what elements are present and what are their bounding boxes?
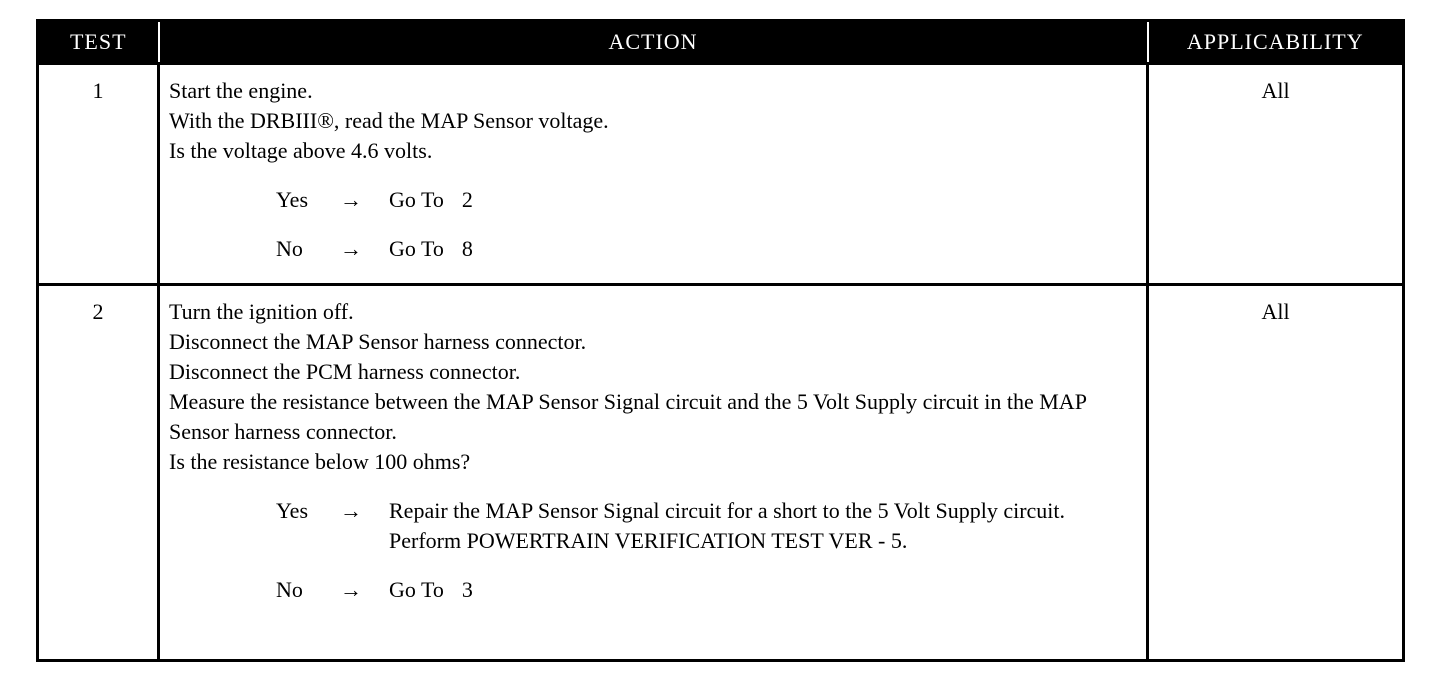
applicability-value: All	[1148, 64, 1404, 285]
test-number: 1	[38, 64, 159, 285]
action-step: Disconnect the PCM harness connector.	[169, 359, 521, 384]
outcome-list	[169, 185, 1138, 264]
action-step: With the DRBIII®, read the MAP Sensor voltage.	[169, 108, 609, 133]
header-action: ACTION	[159, 21, 1148, 64]
outcome-result	[389, 185, 1138, 215]
action-step: Is the resistance below 100 ohms?	[169, 449, 471, 474]
diagnostic-test-table	[36, 19, 1405, 662]
right-arrow-icon: →	[340, 577, 362, 602]
table-row	[38, 285, 1404, 661]
action-step: Start the engine.	[169, 78, 313, 103]
goto-label: Go To	[389, 577, 444, 602]
answer-label: No	[276, 577, 303, 602]
goto-label: Go To	[389, 236, 444, 261]
action-step: Is the voltage above 4.6 volts.	[169, 138, 433, 163]
outcome-result	[389, 575, 1138, 605]
action-cell	[159, 64, 1148, 285]
action-step: Measure the resistance between the MAP Sensor Signal circuit and the 5 Volt Supply circuit in the MAP Sensor harness connector.	[169, 389, 1087, 444]
test-number: 2	[38, 285, 159, 661]
table-header-row	[38, 21, 1404, 64]
answer-label: No	[276, 236, 303, 261]
action-step: Disconnect the MAP Sensor harness connector.	[169, 329, 587, 354]
outcome-result	[389, 234, 1138, 264]
outcome-result	[389, 496, 1138, 556]
verification-instruction: Perform POWERTRAIN VERIFICATION TEST VER - 5.	[389, 528, 908, 553]
outcome-list	[169, 496, 1138, 605]
right-arrow-icon: →	[340, 236, 362, 261]
goto-test-link[interactable]: 2	[461, 187, 473, 212]
repair-instruction: Repair the MAP Sensor Signal circuit for a short to the 5 Volt Supply circuit.	[389, 498, 1066, 523]
goto-label: Go To	[389, 187, 444, 212]
outcome-no	[169, 575, 1138, 605]
outcome-yes	[169, 496, 1138, 556]
action-cell	[159, 285, 1148, 661]
outcome-yes	[169, 185, 1138, 215]
applicability-value: All	[1148, 285, 1404, 661]
outcome-no	[169, 234, 1138, 264]
right-arrow-icon: →	[340, 498, 362, 523]
goto-test-link[interactable]: 3	[461, 577, 473, 602]
action-step: Turn the ignition off.	[169, 299, 354, 324]
answer-label: Yes	[276, 498, 309, 523]
table-row	[38, 64, 1404, 285]
goto-test-link[interactable]: 8	[461, 236, 473, 261]
answer-label: Yes	[276, 187, 309, 212]
header-test: TEST	[38, 21, 159, 64]
right-arrow-icon: →	[340, 187, 362, 212]
header-applicability: APPLICABILITY	[1148, 21, 1404, 64]
